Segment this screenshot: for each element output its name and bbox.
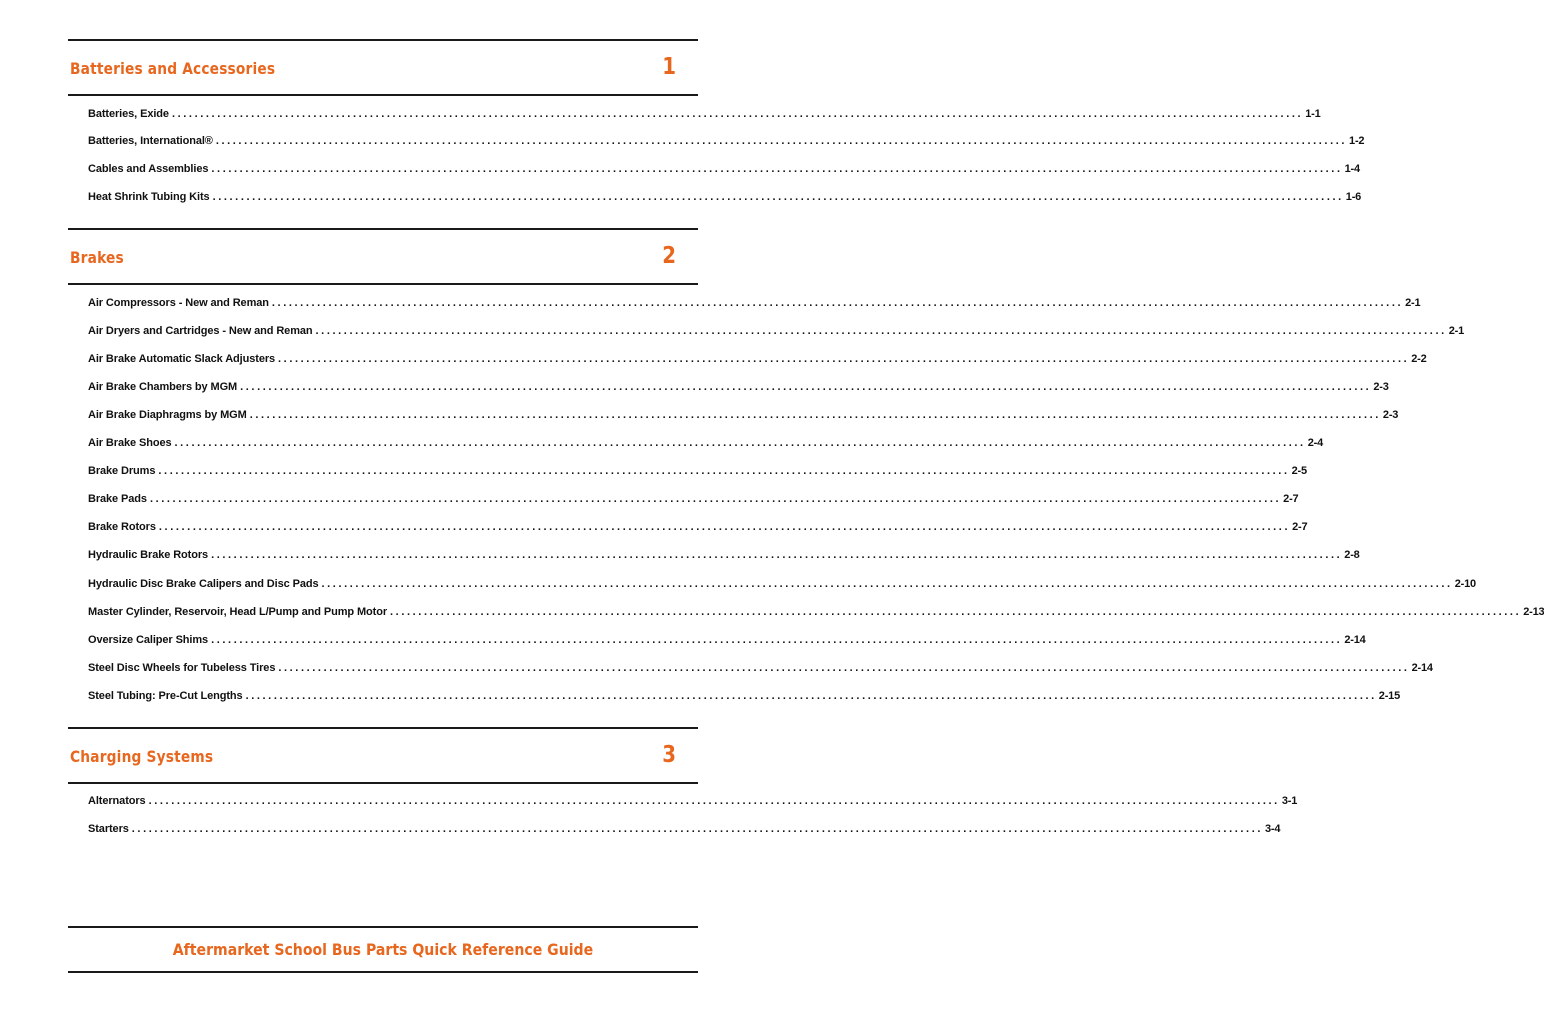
section-title-brakes: Brakes [70,248,124,267]
dot-leader: ........................................................................................................................................................................................................ [271,297,1404,309]
toc-entry-page: 2-2 [1411,353,1427,365]
toc-entry-page: 2-7 [1292,521,1308,533]
toc-entry-label: Oversize Caliper Shims [88,634,209,646]
toc-entry-page: 2-4 [1307,437,1324,449]
toc-entry[interactable] [88,465,1307,481]
section-number-2: 2 [662,243,676,269]
section-top-rule [68,39,698,41]
dot-leader: ........................................................................................................................................................................................................ [174,437,1306,449]
toc-entry-label: Hydraulic Disc Brake Calipers and Disc Pads [88,578,319,590]
toc-entry-page: 1-4 [1344,163,1360,175]
toc-entry[interactable] [88,191,1362,207]
toc-entry-label: Steel Tubing: Pre-Cut Lengths [88,690,243,702]
toc-entry-page: 2-1 [1405,297,1421,309]
toc-entry[interactable] [88,437,1324,453]
toc-entry[interactable] [88,606,1544,622]
toc-entry-page: 3-4 [1265,823,1281,835]
dot-leader: ........................................................................................................................................................................................................ [215,135,1348,147]
dot-leader: ........................................................................................................................................................................................................ [321,578,1453,590]
dot-leader: ........................................................................................................................................................................................................ [148,795,1280,807]
toc-entry-label: Air Brake Chambers by MGM [88,381,238,393]
toc-entry-page: 2-7 [1283,493,1299,505]
toc-entry[interactable] [88,108,1321,124]
toc-entry-page: 2-10 [1454,578,1476,590]
toc-entry-page: 2-3 [1373,381,1389,393]
dot-leader: ........................................................................................................................................................................................................ [211,549,1343,561]
toc-entry-label: Cables and Assemblies [88,163,209,175]
toc-entry-label: Starters [88,823,129,835]
toc-entry[interactable] [88,795,1298,811]
dot-leader: ........................................................................................................................................................................................................ [315,325,1447,337]
dot-leader: ........................................................................................................................................................................................................ [240,381,1372,393]
toc-entry-label: Hydraulic Brake Rotors [88,549,209,561]
toc-entry[interactable] [88,521,1308,537]
toc-entry[interactable] [88,690,1401,706]
section-title-charging: Charging Systems [70,747,214,766]
footer-bottom-rule [68,971,698,973]
toc-entry[interactable] [88,353,1427,369]
toc-entry[interactable] [88,381,1389,397]
section-top-rule [68,727,698,729]
toc-entry-page: 1-2 [1349,135,1365,147]
toc-entry-label: Brake Rotors [88,521,156,533]
toc-entry[interactable] [88,163,1360,179]
toc-entry-page: 2-14 [1344,634,1366,646]
section-divider-rule [68,94,698,96]
toc-entry-label: Air Compressors - New and Reman [88,297,269,309]
toc-entry-page: 2-14 [1411,662,1433,674]
toc-entry[interactable] [88,634,1366,650]
footer-top-rule [68,926,698,928]
toc-entry-page: 2-8 [1344,549,1360,561]
toc-entry-page: 2-1 [1448,325,1465,337]
toc-entry-label: Heat Shrink Tubing Kits [88,191,210,203]
toc-entry-label: Brake Pads [88,493,147,505]
dot-leader: ........................................................................................................................................................................................................ [158,465,1290,477]
toc-entry-label: Air Brake Diaphragms by MGM [88,409,247,421]
dot-leader: ........................................................................................................................................................................................................ [249,409,1381,421]
dot-leader: ........................................................................................................................................................................................................ [149,493,1282,505]
toc-entry-label: Brake Drums [88,465,156,477]
toc-entry[interactable] [88,325,1465,341]
dot-leader: ........................................................................................................................................................................................................ [131,823,1264,835]
toc-entry-label: Batteries, International® [88,135,213,147]
toc-entry-label: Air Brake Shoes [88,437,172,449]
toc-entry-page: 2-15 [1378,690,1401,702]
dot-leader: ........................................................................................................................................................................................................ [171,108,1304,120]
section-title-batteries: Batteries and Accessories [70,59,276,78]
toc-entry[interactable] [88,549,1360,565]
toc-entry[interactable] [88,135,1365,151]
section-number-3: 3 [662,742,676,768]
toc-entry-label: Batteries, Exide [88,108,169,120]
toc-entry-page: 2-5 [1291,465,1307,477]
toc-entry[interactable] [88,297,1421,313]
toc-entry-label: Master Cylinder, Reservoir, Head L/Pump and Pump Motor [88,606,388,618]
dot-leader: ........................................................................................................................................................................................................ [211,634,1343,646]
dot-leader: ........................................................................................................................................................................................................ [212,191,1344,203]
toc-entry-page: 2-13 [1523,606,1544,618]
toc-entry-label: Alternators [88,795,146,807]
dot-leader: ........................................................................................................................................................................................................ [245,690,1377,702]
toc-entry[interactable] [88,662,1433,678]
dot-leader: ........................................................................................................................................................................................................ [211,163,1343,175]
section-divider-rule [68,782,698,784]
section-divider-rule [68,283,698,285]
toc-entry-page: 3-1 [1281,795,1298,807]
dot-leader: ........................................................................................................................................................................................................ [278,353,1410,365]
toc-entry-page: 1-1 [1305,108,1321,120]
dot-leader: ........................................................................................................................................................................................................ [278,662,1410,674]
toc-entry-label: Steel Disc Wheels for Tubeless Tires [88,662,276,674]
toc-entry[interactable] [88,493,1299,509]
toc-entry-page: 2-3 [1382,409,1399,421]
section-top-rule [68,228,698,230]
toc-entry[interactable] [88,578,1476,594]
toc-entry[interactable] [88,409,1399,425]
toc-entry-label: Air Dryers and Cartridges - New and Reman [88,325,313,337]
dot-leader: ........................................................................................................................................................................................................ [158,521,1291,533]
dot-leader: ........................................................................................................................................................................................................ [390,606,1522,618]
toc-entry-label: Air Brake Automatic Slack Adjusters [88,353,276,365]
section-number-1: 1 [662,54,676,80]
toc-entry[interactable] [88,823,1281,839]
toc-entry-page: 1-6 [1345,191,1362,203]
footer-title: Aftermarket School Bus Parts Quick Reference Guide [172,940,594,959]
